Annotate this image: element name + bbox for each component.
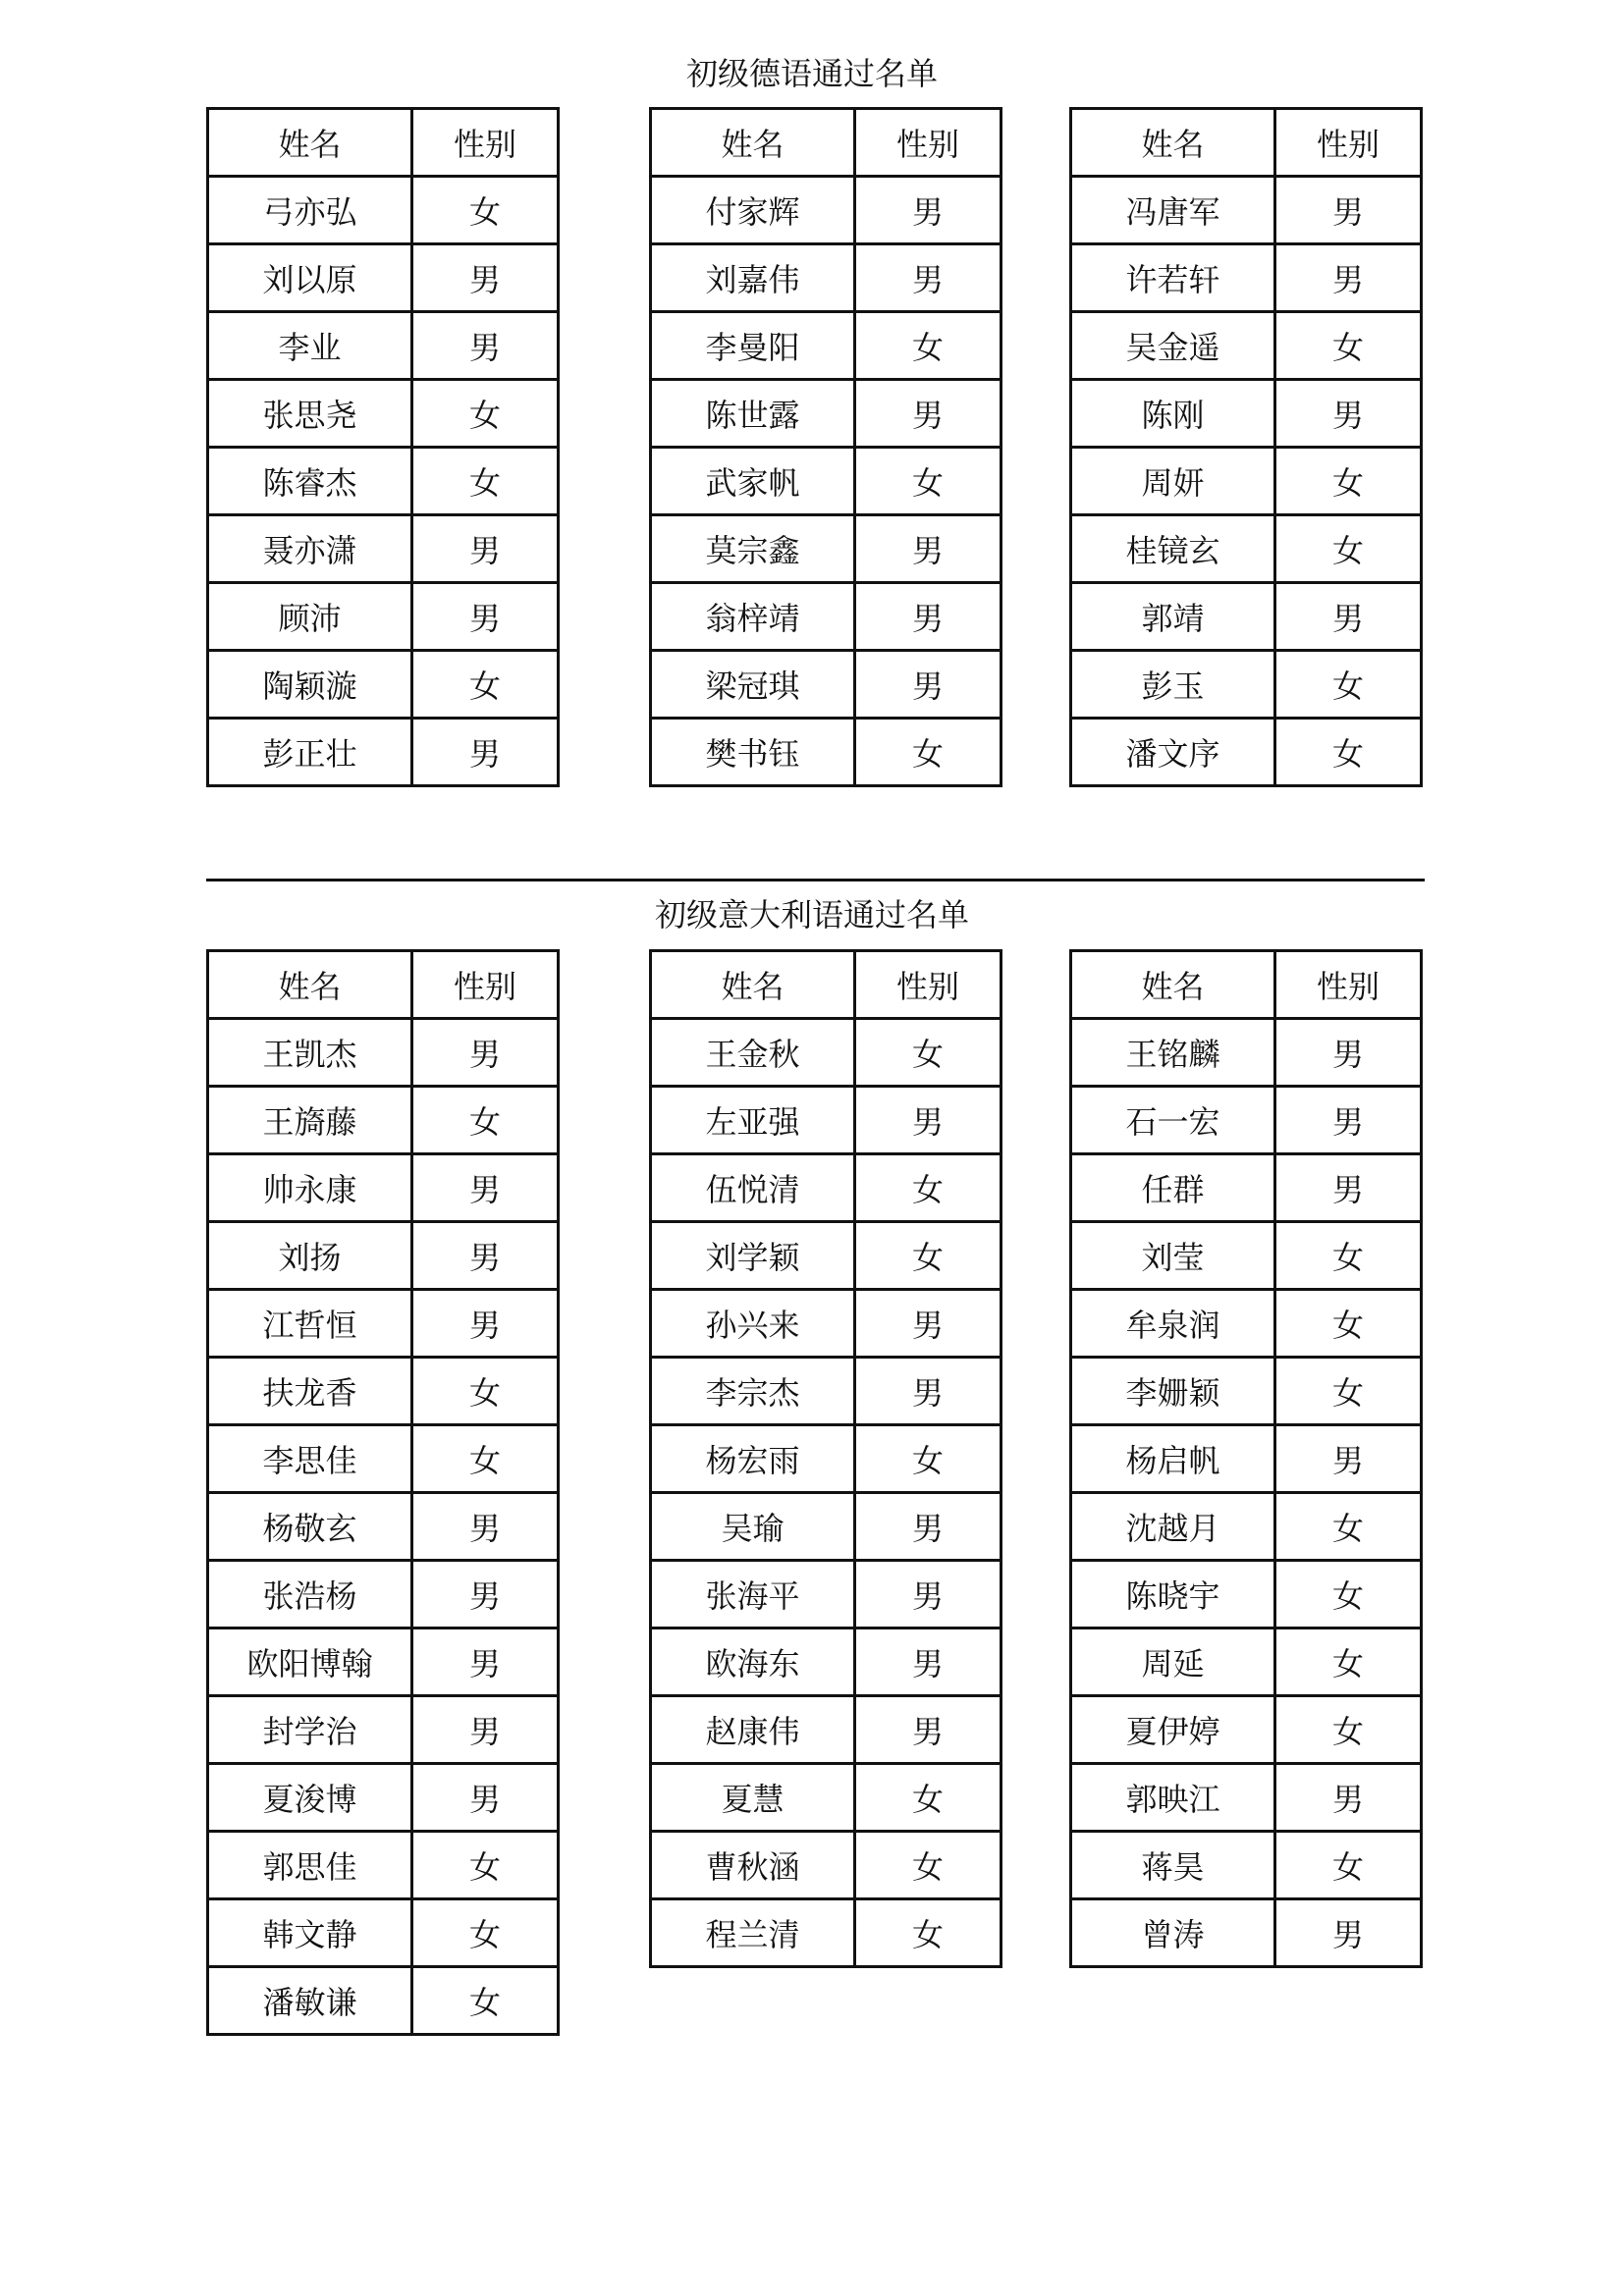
student-name: 郭靖: [1071, 583, 1275, 651]
table-row: [651, 1561, 1001, 1629]
table-row: [651, 1899, 1001, 1967]
student-gender: 女: [855, 1425, 1001, 1493]
italian-list-title: 初级意大利语通过名单: [654, 896, 969, 934]
student-gender: 女: [412, 448, 559, 515]
table-header-row: [1071, 951, 1422, 1019]
student-gender: 男: [1275, 1764, 1422, 1832]
student-gender: 男: [412, 719, 559, 786]
student-name: 左亚强: [651, 1087, 855, 1154]
table-row: [1071, 1493, 1422, 1561]
italian-table-2: [649, 949, 1002, 1968]
student-gender: 女: [855, 1832, 1001, 1899]
student-name: 樊书钰: [651, 719, 855, 786]
student-gender: 女: [1275, 1561, 1422, 1629]
table-row: [208, 1087, 559, 1154]
student-name: 郭映江: [1071, 1764, 1275, 1832]
student-gender: 男: [412, 583, 559, 651]
table-row: [651, 1629, 1001, 1696]
student-gender: 男: [855, 1290, 1001, 1358]
student-gender: 男: [855, 177, 1001, 244]
table-row: [1071, 515, 1422, 583]
student-name: 张思尧: [208, 380, 412, 448]
table-header-row: [1071, 109, 1422, 177]
student-gender: 男: [412, 1764, 559, 1832]
column-header-gender: 性别: [1275, 951, 1422, 1019]
student-gender: 男: [1275, 1019, 1422, 1087]
table-row: [1071, 1561, 1422, 1629]
student-name: 李姗颖: [1071, 1358, 1275, 1425]
student-name: 刘嘉伟: [651, 244, 855, 312]
student-gender: 女: [1275, 312, 1422, 380]
column-header-name: 姓名: [651, 951, 855, 1019]
table-row: [208, 1629, 559, 1696]
column-header-name: 姓名: [1071, 951, 1275, 1019]
student-name: 付家辉: [651, 177, 855, 244]
student-name: 封学治: [208, 1696, 412, 1764]
table-row: [1071, 448, 1422, 515]
table-row: [651, 312, 1001, 380]
table-row: [208, 1154, 559, 1222]
student-gender: 女: [412, 1832, 559, 1899]
student-name: 夏伊婷: [1071, 1696, 1275, 1764]
student-gender: 女: [412, 1358, 559, 1425]
table-row: [208, 448, 559, 515]
student-name: 夏浚博: [208, 1764, 412, 1832]
student-name: 帅永康: [208, 1154, 412, 1222]
italian-table-1: [206, 949, 560, 2036]
student-name: 李宗杰: [651, 1358, 855, 1425]
german-table-3: [1069, 107, 1423, 787]
student-name: 任群: [1071, 1154, 1275, 1222]
student-name: 周延: [1071, 1629, 1275, 1696]
table-row: [1071, 1358, 1422, 1425]
table-row: [1071, 1832, 1422, 1899]
table-row: [1071, 651, 1422, 719]
student-name: 陈刚: [1071, 380, 1275, 448]
student-name: 欧海东: [651, 1629, 855, 1696]
student-name: 张海平: [651, 1561, 855, 1629]
table-row: [208, 1561, 559, 1629]
student-gender: 男: [1275, 1087, 1422, 1154]
student-gender: 男: [412, 1696, 559, 1764]
student-name: 石一宏: [1071, 1087, 1275, 1154]
student-name: 王金秋: [651, 1019, 855, 1087]
student-gender: 女: [855, 1764, 1001, 1832]
student-gender: 女: [1275, 1832, 1422, 1899]
student-gender: 女: [855, 1222, 1001, 1290]
table-row: [651, 177, 1001, 244]
table-row: [1071, 1899, 1422, 1967]
student-gender: 女: [1275, 1629, 1422, 1696]
student-name: 伍悦清: [651, 1154, 855, 1222]
student-name: 孙兴来: [651, 1290, 855, 1358]
student-gender: 男: [1275, 244, 1422, 312]
table-row: [1071, 1222, 1422, 1290]
table-row: [651, 1154, 1001, 1222]
table-row: [651, 244, 1001, 312]
table-row: [651, 515, 1001, 583]
table-row: [1071, 1019, 1422, 1087]
table-row: [208, 1425, 559, 1493]
table-row: [208, 1358, 559, 1425]
student-gender: 男: [412, 1629, 559, 1696]
table-row: [651, 1696, 1001, 1764]
student-name: 许若轩: [1071, 244, 1275, 312]
student-name: 欧阳博翰: [208, 1629, 412, 1696]
table-row: [208, 177, 559, 244]
student-name: 冯唐军: [1071, 177, 1275, 244]
student-name: 蒋昊: [1071, 1832, 1275, 1899]
student-name: 郭思佳: [208, 1832, 412, 1899]
student-gender: 女: [412, 1899, 559, 1967]
table-row: [208, 1222, 559, 1290]
table-header-row: [651, 951, 1001, 1019]
table-row: [651, 1764, 1001, 1832]
column-header-gender: 性别: [412, 951, 559, 1019]
table-row: [208, 651, 559, 719]
column-header-name: 姓名: [208, 951, 412, 1019]
student-name: 吴金遥: [1071, 312, 1275, 380]
student-name: 牟泉润: [1071, 1290, 1275, 1358]
student-name: 韩文静: [208, 1899, 412, 1967]
student-name: 彭正壮: [208, 719, 412, 786]
student-gender: 女: [412, 177, 559, 244]
student-name: 扶龙香: [208, 1358, 412, 1425]
student-gender: 男: [855, 583, 1001, 651]
student-gender: 男: [412, 1561, 559, 1629]
student-name: 潘敏谦: [208, 1967, 412, 2035]
table-row: [1071, 1696, 1422, 1764]
student-name: 李曼阳: [651, 312, 855, 380]
column-header-name: 姓名: [651, 109, 855, 177]
student-gender: 男: [412, 244, 559, 312]
student-name: 刘学颖: [651, 1222, 855, 1290]
student-gender: 男: [1275, 1425, 1422, 1493]
student-name: 潘文序: [1071, 719, 1275, 786]
german-table-2: [649, 107, 1002, 787]
student-name: 陶颖漩: [208, 651, 412, 719]
student-name: 江哲恒: [208, 1290, 412, 1358]
table-row: [208, 1832, 559, 1899]
student-gender: 女: [412, 651, 559, 719]
table-row: [1071, 380, 1422, 448]
table-row: [208, 312, 559, 380]
student-name: 王铭麟: [1071, 1019, 1275, 1087]
student-gender: 男: [855, 1087, 1001, 1154]
student-name: 刘扬: [208, 1222, 412, 1290]
student-gender: 男: [855, 651, 1001, 719]
student-name: 曹秋涵: [651, 1832, 855, 1899]
student-gender: 男: [855, 515, 1001, 583]
student-gender: 男: [412, 1154, 559, 1222]
table-row: [1071, 1087, 1422, 1154]
student-gender: 男: [855, 244, 1001, 312]
table-row: [1071, 1764, 1422, 1832]
student-gender: 女: [1275, 515, 1422, 583]
table-row: [651, 719, 1001, 786]
student-gender: 男: [412, 1290, 559, 1358]
student-gender: 女: [855, 1154, 1001, 1222]
table-row: [1071, 719, 1422, 786]
italian-table-3: [1069, 949, 1423, 1968]
column-header-gender: 性别: [855, 951, 1001, 1019]
student-gender: 女: [1275, 1222, 1422, 1290]
table-row: [651, 1019, 1001, 1087]
column-header-gender: 性别: [412, 109, 559, 177]
student-gender: 女: [1275, 651, 1422, 719]
student-name: 杨宏雨: [651, 1425, 855, 1493]
student-gender: 女: [855, 1899, 1001, 1967]
student-name: 桂镜玄: [1071, 515, 1275, 583]
table-row: [208, 244, 559, 312]
table-row: [651, 448, 1001, 515]
table-row: [1071, 1290, 1422, 1358]
student-gender: 男: [855, 380, 1001, 448]
table-row: [1071, 1154, 1422, 1222]
table-row: [651, 1425, 1001, 1493]
student-gender: 男: [1275, 583, 1422, 651]
section-divider: [206, 879, 1425, 881]
student-name: 张浩杨: [208, 1561, 412, 1629]
student-name: 杨敬玄: [208, 1493, 412, 1561]
column-header-gender: 性别: [1275, 109, 1422, 177]
table-row: [1071, 1629, 1422, 1696]
student-gender: 男: [855, 1358, 1001, 1425]
table-header-row: [651, 109, 1001, 177]
student-name: 程兰清: [651, 1899, 855, 1967]
student-name: 刘莹: [1071, 1222, 1275, 1290]
student-gender: 女: [412, 380, 559, 448]
student-name: 顾沛: [208, 583, 412, 651]
table-row: [651, 380, 1001, 448]
student-gender: 男: [855, 1629, 1001, 1696]
student-gender: 男: [412, 1019, 559, 1087]
table-row: [208, 1967, 559, 2035]
student-gender: 男: [412, 312, 559, 380]
student-gender: 男: [1275, 1899, 1422, 1967]
student-gender: 男: [855, 1561, 1001, 1629]
table-row: [1071, 583, 1422, 651]
student-name: 陈晓宇: [1071, 1561, 1275, 1629]
german-table-1: [206, 107, 560, 787]
student-name: 曾涛: [1071, 1899, 1275, 1967]
table-row: [651, 1358, 1001, 1425]
table-row: [208, 1290, 559, 1358]
student-name: 夏慧: [651, 1764, 855, 1832]
table-row: [1071, 1425, 1422, 1493]
table-row: [1071, 312, 1422, 380]
table-header-row: [208, 109, 559, 177]
student-name: 翁梓靖: [651, 583, 855, 651]
column-header-name: 姓名: [208, 109, 412, 177]
table-row: [651, 1087, 1001, 1154]
student-gender: 男: [412, 515, 559, 583]
table-row: [208, 719, 559, 786]
table-row: [651, 1493, 1001, 1561]
student-gender: 女: [855, 719, 1001, 786]
table-row: [208, 1019, 559, 1087]
student-gender: 男: [412, 1222, 559, 1290]
student-gender: 女: [855, 1019, 1001, 1087]
student-gender: 女: [1275, 1493, 1422, 1561]
table-header-row: [208, 951, 559, 1019]
student-name: 陈睿杰: [208, 448, 412, 515]
student-gender: 女: [1275, 1290, 1422, 1358]
student-gender: 女: [855, 312, 1001, 380]
student-name: 梁冠琪: [651, 651, 855, 719]
student-gender: 男: [855, 1696, 1001, 1764]
student-name: 王旖藤: [208, 1087, 412, 1154]
column-header-name: 姓名: [1071, 109, 1275, 177]
student-gender: 女: [855, 448, 1001, 515]
student-gender: 男: [1275, 1154, 1422, 1222]
student-name: 彭玉: [1071, 651, 1275, 719]
student-name: 李思佳: [208, 1425, 412, 1493]
student-gender: 女: [1275, 719, 1422, 786]
student-gender: 女: [412, 1087, 559, 1154]
student-name: 王凯杰: [208, 1019, 412, 1087]
student-gender: 女: [1275, 448, 1422, 515]
german-list-title: 初级德语通过名单: [685, 55, 938, 92]
student-gender: 男: [412, 1493, 559, 1561]
table-row: [1071, 244, 1422, 312]
table-row: [208, 515, 559, 583]
table-row: [208, 1764, 559, 1832]
student-name: 杨启帆: [1071, 1425, 1275, 1493]
student-gender: 男: [1275, 380, 1422, 448]
table-row: [208, 1899, 559, 1967]
student-name: 李业: [208, 312, 412, 380]
table-row: [208, 1696, 559, 1764]
student-name: 聂亦潇: [208, 515, 412, 583]
student-gender: 女: [1275, 1696, 1422, 1764]
student-name: 周妍: [1071, 448, 1275, 515]
table-row: [208, 380, 559, 448]
student-name: 莫宗鑫: [651, 515, 855, 583]
student-gender: 女: [412, 1967, 559, 2035]
student-name: 刘以原: [208, 244, 412, 312]
student-name: 吴瑜: [651, 1493, 855, 1561]
student-name: 弓亦弘: [208, 177, 412, 244]
student-gender: 女: [1275, 1358, 1422, 1425]
student-gender: 女: [412, 1425, 559, 1493]
student-name: 陈世露: [651, 380, 855, 448]
table-row: [208, 1493, 559, 1561]
table-row: [651, 1222, 1001, 1290]
table-row: [651, 1832, 1001, 1899]
table-row: [208, 583, 559, 651]
table-row: [651, 651, 1001, 719]
student-gender: 男: [1275, 177, 1422, 244]
student-name: 赵康伟: [651, 1696, 855, 1764]
table-row: [651, 583, 1001, 651]
column-header-gender: 性别: [855, 109, 1001, 177]
student-name: 武家帆: [651, 448, 855, 515]
student-gender: 男: [855, 1493, 1001, 1561]
table-row: [1071, 177, 1422, 244]
student-name: 沈越月: [1071, 1493, 1275, 1561]
table-row: [651, 1290, 1001, 1358]
